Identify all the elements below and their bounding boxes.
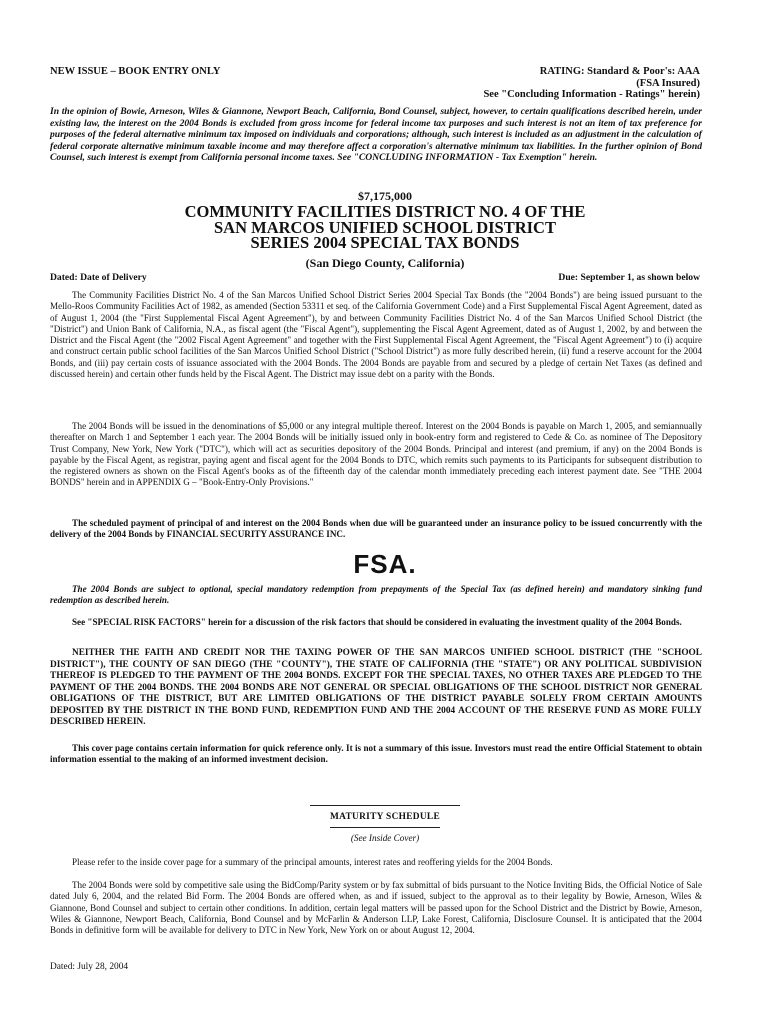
title-line-2: SAN MARCOS UNIFIED SCHOOL DISTRICT <box>214 217 556 237</box>
divider-rule <box>310 805 460 806</box>
dated-label: Dated: Date of Delivery <box>50 272 147 283</box>
paragraph-insurance: The scheduled payment of principal of and interest on the 2004 Bonds when due will be guaranteed under an insurance policy to be issued concurrently with the delivery of the 2004 Bonds by FINANCIAL SECURITY ASSURANCE INC. <box>50 518 702 540</box>
maturity-schedule-title: MATURITY SCHEDULE <box>329 812 441 822</box>
rating-insured-line: (FSA Insured) <box>636 77 700 89</box>
due-label: Due: September 1, as shown below <box>558 272 700 283</box>
fsa-logo: FSA. <box>353 549 417 579</box>
paragraph-inside-cover: Please refer to the inside cover page for a summary of the principal amounts, interest rates and reoffering yields for the 2004 Bonds. <box>72 857 553 867</box>
rating-reference-line: See "Concluding Information - Ratings" herein) <box>483 89 700 100</box>
paragraph-obligation-disclaimer: NEITHER THE FAITH AND CREDIT NOR THE TAXING POWER OF THE SAN MARCOS UNIFIED SCHOOL DISTRICT (THE "SCHOOL DISTRICT"), THE COUNTY OF SAN DIEGO (THE "COUNTY"), THE STATE OF CALIFORNIA (THE "STATE") OR ANY POLITICAL SUBDIVISION THEREOF IS PLEDGED TO THE PAYMENT OF THE 2004 BONDS. EXCEPT FOR THE SPECIAL TAXES, NO OTHER TAXES ARE PLEDGED TO THE PAYMENT OF THE 2004 BONDS. THE 2004 BONDS ARE NOT GENERAL OR SPECIAL OBLIGATIONS OF THE SCHOOL DISTRICT NOR GENERAL OBLIGATIONS OF THE DISTRICT, BUT ARE LIMITED OBLIGATIONS OF THE DISTRICT PAYABLE SOLELY FROM CERTAIN AMOUNTS DEPOSITED BY THE DISTRICT IN THE BOND FUND, REDEMPTION FUND AND THE 2004 ACCOUNT OF THE RESERVE FUND AS MORE FULLY DESCRIBED HEREIN. <box>50 648 702 727</box>
paragraph-quick-reference: This cover page contains certain information for quick reference only. It is not a summary of this issue. Investors must read the entire Official Statement to obtain information essential to the making of an informed investment decision. <box>50 743 702 765</box>
bond-amount: $7,175,000 <box>358 189 412 203</box>
paragraph-sale: The 2004 Bonds were sold by competitive sale using the BidComp/Parity system or by fax submittal of bids pursuant to the Notice Inviting Bids, the Official Notice of Sale dated July 6, 2004, and the related Bid Form. The 2004 Bonds are offered when, as and if issued, subject to the approval as to their legality by Bowie, Arneson, Wiles & Giannone, Bond Counsel and subject to certain other conditions. In addition, certain legal matters will be passed upon for the School District and the District by Bowie, Arneson, Wiles & Giannone, Newport Beach, California, Bond Counsel and by McFarlin & Anderson LLP, Lake Forest, California, Disclosure Counsel. It is anticipated that the 2004 Bonds in definitive form will be available for delivery to DTC in New York, New York on or about August 12, 2004. <box>50 880 702 936</box>
paragraph-denominations: The 2004 Bonds will be issued in the denominations of $5,000 or any integral multiple thereof. Interest on the 2004 Bonds is payable on March 1, 2005, and semiannually thereafter on March 1 and September 1 each year. The 2004 Bonds will be initially issued only in book-entry form and registered to Cede & Co. as nominee of The Depository Trust Company, New York, New York ("DTC"), which will act as securities depository of the 2004 Bonds. Principal and interest (and premium, if any) on the 2004 Bonds is payable by the Fiscal Agent, as registrar, paying agent and fiscal agent for the 2004 Bonds to DTC, which remits such payments to its Participants for subsequent distribution to the registered owners as shown on the Fiscal Agent's books as of the fifteenth day of the calendar month immediately preceding each interest payment date. See "THE 2004 BONDS" herein and in APPENDIX G – "Book-Entry-Only Provisions." <box>50 421 702 488</box>
maturity-schedule-note: (See Inside Cover) <box>350 833 420 843</box>
document-title <box>0 204 770 251</box>
divider-rule <box>330 827 440 828</box>
title-line-3: SERIES 2004 SPECIAL TAX BONDS <box>250 233 520 252</box>
paragraph-redemption: The 2004 Bonds are subject to optional, special mandatory redemption from prepayments of the Special Tax (as defined herein) and mandatory sinking fund redemption as described herein. <box>50 584 702 606</box>
document-date: Dated: July 28, 2004 <box>50 962 129 972</box>
issue-type: NEW ISSUE – BOOK ENTRY ONLY <box>50 66 221 77</box>
county-subtitle: (San Diego County, California) <box>305 256 465 270</box>
rating-block <box>483 66 700 101</box>
paragraph-risk-factors: See "SPECIAL RISK FACTORS" herein for a discussion of the risk factors that should be considered in evaluating the investment quality of the 2004 Bonds. <box>72 617 682 627</box>
rating-line: RATING: Standard & Poor's: AAA <box>539 66 700 77</box>
title-line-1: COMMUNITY FACILITIES DISTRICT NO. 4 OF THE <box>184 202 586 221</box>
paragraph-issuance: The Community Facilities District No. 4 of the San Marcos Unified School District Series 2004 Special Tax Bonds (the "2004 Bonds") are being issued pursuant to the Mello-Roos Community Facilities Act of 1982, as amended (Section 53311 et seq. of the California Government Code) and a First Supplemental Fiscal Agent Agreement, dated as of August 1, 2004 (the "First Supplemental Fiscal Agent Agreement"), by and between Community Facilities District No. 4 of the San Marcos Unified School District (the "District") and Union Bank of California, N.A., as fiscal agent (the "Fiscal Agent"), supplementing the Fiscal Agent Agreement, dated as of August 1, 2002, by and between the District and the Fiscal Agent (the "2002 Fiscal Agent Agreement" and together with the First Supplemental Fiscal Agent Agreement, the "Fiscal Agent Agreement") to (i) acquire and construct certain public school facilities of the San Marcos Unified School District ("School District") as more fully described herein, (ii) fund a reserve account for the 2004 Bonds, and (iii) pay certain costs of issuance associated with the 2004 Bonds. The 2004 Bonds are payable from and secured by a pledge of certain Net Taxes (as defined and discussed herein) and certain other funds held by the Fiscal Agent. The District may issue debt on a parity with the Bonds. <box>50 290 702 380</box>
tax-opinion: In the opinion of Bowie, Arneson, Wiles & Giannone, Newport Beach, California, Bond Counsel, subject, however, to certain qualifications described herein, under existing law, the interest on the 2004 Bonds is excluded from gross income for federal income tax purposes and such interest is not an item of tax preference for purposes of the federal alternative minimum tax imposed on individuals and corporations; although, such interest is included as an adjustment in the calculation of federal corporate alternative minimum taxable income and may therefore affect a corporation's alternative minimum tax liabilities. In the further opinion of Bond Counsel, such interest is exempt from California personal income taxes. See "CONCLUDING INFORMATION - Tax Exemption" herein. <box>50 106 702 164</box>
